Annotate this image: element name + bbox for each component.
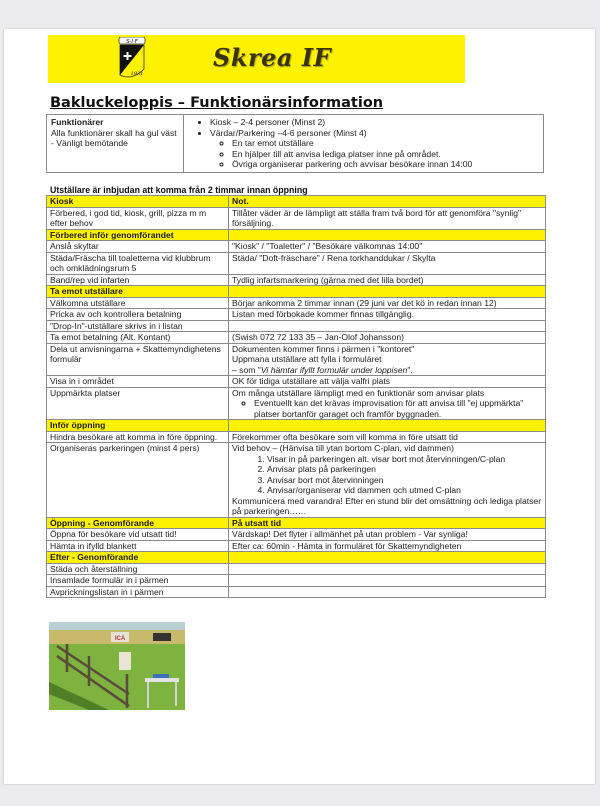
schedule-heading: Utställare är inbjudan att komma från 2 timmar innan öppning	[50, 185, 308, 195]
staff-subitem: ◦ En hjälper till att anvisa lediga platser inne på området.	[232, 149, 539, 160]
section-row-after	[47, 552, 546, 564]
club-name: Skrea IF	[213, 43, 332, 72]
staff-note: Alla funktionärer skall ha gul väst - Vänligt bemötande	[51, 127, 177, 148]
section-title: Öppning - Genomförande	[47, 517, 229, 529]
table-row	[47, 320, 546, 332]
section-empty	[229, 552, 546, 564]
note-cell: (Swish 072 72 133 35 – Jan-Olof Johansson)	[229, 332, 546, 344]
task-cell: Hämta in ifylld blankett	[47, 540, 229, 552]
club-logo-icon	[116, 37, 148, 81]
staff-item-parking	[210, 128, 539, 170]
logo-letters: S·I·F	[126, 38, 138, 45]
note-cell: Börjar ankomma 2 timmar innan (29 juni var det kö in redan innan 12)	[229, 297, 546, 309]
table-row	[47, 297, 546, 309]
task-cell: Pricka av och kontrollera betalning	[47, 309, 229, 321]
note-cell: Städa/ "Doft-fräschare" / Rena torkhanddukar / Skylta	[229, 252, 546, 274]
staff-subitem: ◦ En tar emot utställare	[232, 138, 539, 149]
entrance-photo	[49, 622, 185, 710]
section-row-prep	[47, 229, 546, 241]
note-cell: Efter ca: 60min - Hämta in formuläret för Skattemyndigheten	[229, 540, 546, 552]
table-row	[47, 586, 546, 598]
section-note: På utsatt tid	[229, 517, 546, 529]
note-line: Uppmana utställare att fylla i formuläret	[232, 354, 382, 364]
note-cell: "Kiosk" / "Toaletter" / "Besökare välkomnas 14:00"	[229, 241, 546, 253]
note-cell: Tillåter väder är de lämpligt att ställa fram två bord för att genomföra "synlig" försäljning.	[229, 207, 546, 229]
section-empty	[229, 229, 546, 241]
note-cell	[229, 343, 546, 376]
staff-left-cell	[47, 115, 184, 173]
task-cell: Uppmärkta platser	[47, 387, 229, 420]
table-row	[47, 563, 546, 575]
note-subitem: ◦ Eventuellt kan det krävas improvisation för att anvisa till "ej uppmärkta" platser bortanför garaget och framför byggnaden.	[254, 398, 542, 419]
note-cell	[229, 443, 546, 518]
header-task: Kiosk	[47, 196, 229, 208]
parking-step: 4. Anvisar/organiserar vid dammen och utmed C-plan	[267, 485, 542, 496]
section-row-receive	[47, 286, 546, 298]
task-cell: Städa/Fräscha till toaletterna vid klubbrum och omklädningsrum 5	[47, 252, 229, 274]
table-row	[47, 575, 546, 587]
parking-step: 1. Visar in på parkeringen alt. visar bort mot återvinningen/C-plan	[267, 454, 542, 465]
task-cell: Anslå skyltar	[47, 241, 229, 253]
staff-table	[46, 114, 544, 173]
note-quote: Vi hämtar ifyllt formulär under loppisen	[260, 364, 408, 375]
parking-step: 3. Anvisar bort mot återvinningen	[267, 475, 542, 486]
staff-heading: Funktionärer	[51, 117, 104, 127]
task-cell: Öppna för besökare vid utsatt tid!	[47, 529, 229, 541]
section-empty	[229, 420, 546, 432]
note-cell	[229, 563, 546, 575]
table-row	[47, 387, 546, 420]
fence-photo-illustration	[49, 622, 185, 710]
task-cell: Dela ut anvisningarna + Skattemyndighetens formulär	[47, 343, 229, 376]
table-row	[47, 309, 546, 321]
photo-sign-text: ICA	[114, 636, 126, 642]
section-title: Förbered inför genomförandet	[47, 229, 229, 241]
note-line: Om många utställare lämpligt med en funktionär som anvisar plats	[232, 387, 485, 398]
table-row	[47, 252, 546, 274]
task-cell: Avprickningslistan in i pärmen	[47, 586, 229, 598]
note-cell	[229, 387, 546, 420]
table-row	[47, 431, 546, 443]
task-cell: Städa och återställning	[47, 563, 229, 575]
table-row	[47, 540, 546, 552]
table-row	[47, 443, 546, 518]
note-line	[232, 365, 542, 376]
note-cell: Värdskap! Det flyter i allmänhet på utan problem - Var synliga!	[229, 529, 546, 541]
staff-list	[188, 117, 539, 170]
header-note: Not.	[229, 196, 546, 208]
note-suffix: ".	[407, 364, 413, 375]
task-cell: Organiseras parkeringen (minst 4 pers)	[47, 443, 229, 518]
staff-subitem: ◦ Övriga organiserar parkering och avvisar besökare innan 14:00	[232, 159, 539, 170]
note-sublist	[232, 398, 542, 419]
section-empty	[229, 286, 546, 298]
task-cell: Band/rep vid infarten	[47, 274, 229, 286]
note-cell: Förekommer ofta besökare som vill komma in före utsatt tid	[229, 431, 546, 443]
task-cell: Hindra besökare att komma in före öppning.	[47, 431, 229, 443]
section-title: Inför öppning	[47, 420, 229, 432]
note-line: Kommunicera med varandra! Efter en stund blir det omsättning och lediga platser på parkeringen……	[232, 495, 542, 516]
table-row	[47, 274, 546, 286]
staff-item-parking-label: Värdar/Parkering –4-6 personer (Minst 4)	[210, 127, 367, 138]
section-row-before-open	[47, 420, 546, 432]
table-row	[47, 376, 546, 388]
parking-step: 2. Anvisar plats på parkeringen	[267, 464, 542, 475]
club-banner	[48, 35, 465, 83]
parking-steps	[232, 454, 542, 496]
note-cell: Tydlig infartsmarkering (gärna med det lilla bordet)	[229, 274, 546, 286]
task-cell: Visa in i området	[47, 376, 229, 388]
note-line: Vid behov – (Hänvisa till ytan bortom C-plan, vid dammen)	[232, 443, 454, 453]
schedule-table	[46, 195, 546, 598]
staff-row	[47, 115, 544, 173]
staff-right-cell	[184, 115, 544, 173]
task-cell: Förbered, i god tid, kiosk, grill, pizza m m efter behov	[47, 207, 229, 229]
header-row	[47, 196, 546, 208]
task-cell: Välkomna utställare	[47, 297, 229, 309]
logo-year: 1931	[130, 71, 144, 77]
note-line: Dokumenten kommer finns i pärmen i "kontoret"	[232, 343, 415, 354]
task-cell: Ta emot betalning (Alt. Kontant)	[47, 332, 229, 344]
table-row	[47, 207, 546, 229]
section-row-open	[47, 517, 546, 529]
staff-sublist	[210, 138, 539, 170]
note-cell	[229, 575, 546, 587]
note-cell	[229, 586, 546, 598]
section-title: Efter - Genomförande	[47, 552, 229, 564]
staff-item-kiosk: • Kiosk – 2-4 personer (Minst 2)	[210, 117, 539, 128]
table-row	[47, 343, 546, 376]
note-cell: Listan med förbokade kommer finnas tillgänglig.	[229, 309, 546, 321]
task-cell: Insamlade formulär in i pärmen	[47, 575, 229, 587]
note-prefix: – som "	[232, 364, 261, 375]
table-row	[47, 529, 546, 541]
note-cell	[229, 320, 546, 332]
table-row	[47, 241, 546, 253]
task-cell: "Drop-In"-utställare skrivs in i listan	[47, 320, 229, 332]
table-row	[47, 332, 546, 344]
section-title: Ta emot utställare	[47, 286, 229, 298]
document-title: Bakluckeloppis – Funktionärsinformation	[50, 95, 384, 111]
note-cell: OK för tidiga utställare att välja valfri plats	[229, 376, 546, 388]
